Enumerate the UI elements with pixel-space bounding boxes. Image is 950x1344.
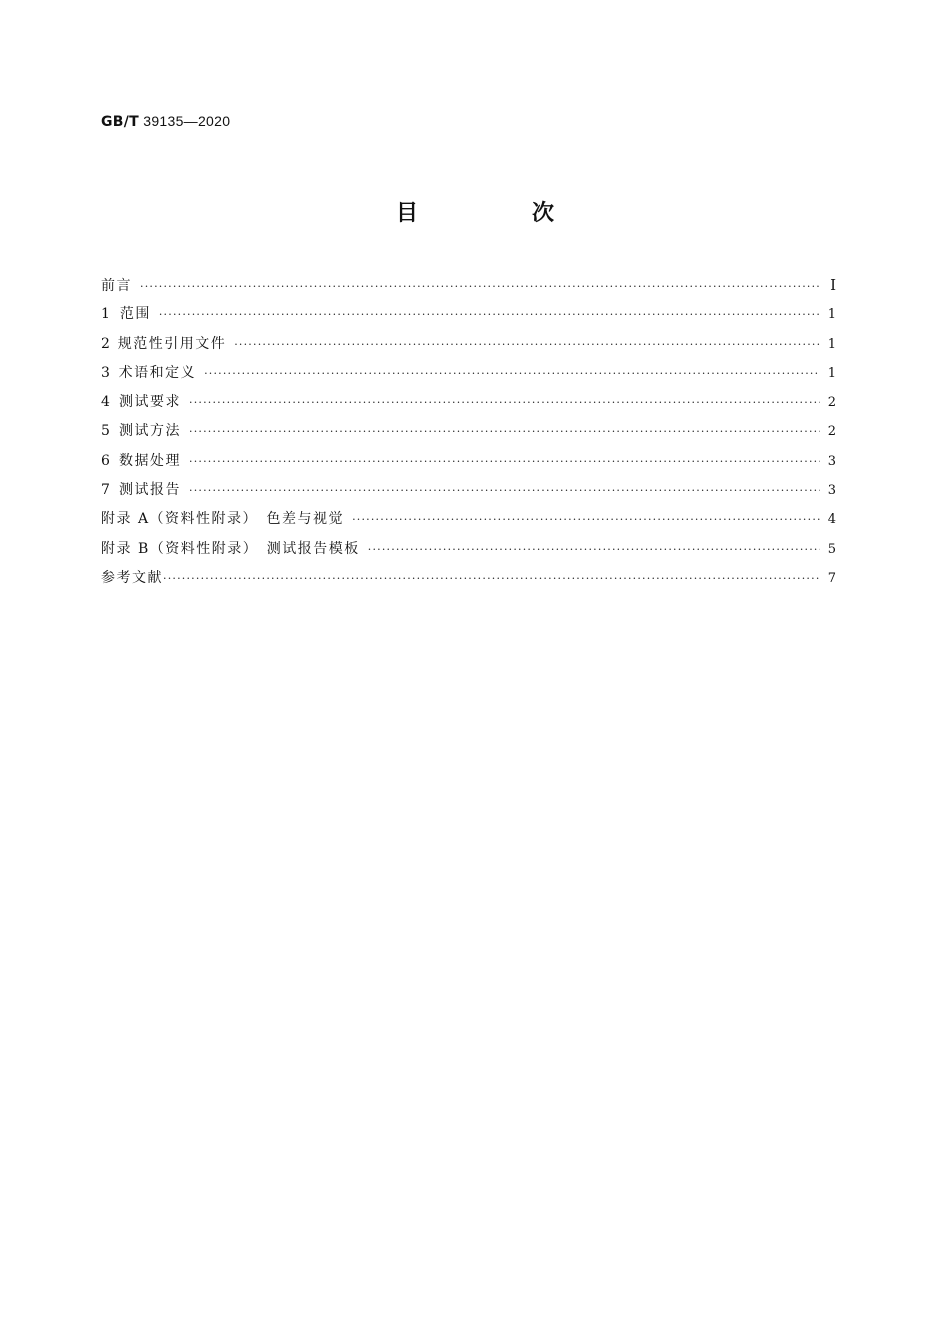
toc-entry-page: 7 xyxy=(827,570,836,586)
toc-entry-foreword[interactable] xyxy=(101,271,836,300)
toc-entry-page: 2 xyxy=(827,424,836,440)
toc-entry-page: 3 xyxy=(827,453,836,469)
toc-entry-page: 5 xyxy=(827,541,836,557)
toc-entry-number: 3 xyxy=(101,364,110,381)
toc-leader-dots xyxy=(163,564,820,593)
toc-leader-dots xyxy=(352,505,820,534)
toc-entry-normative-references[interactable] xyxy=(101,330,836,359)
toc-entry-label: 规范性引用文件 xyxy=(117,335,227,352)
toc-entry-number: 5 xyxy=(101,423,110,440)
toc-entry-data-processing[interactable] xyxy=(101,447,836,476)
toc-entry-number: 6 xyxy=(101,452,110,469)
toc-leader-dots xyxy=(204,359,820,388)
toc-entry-terms-definitions[interactable] xyxy=(101,359,836,388)
toc-entry-scope[interactable] xyxy=(101,300,836,329)
toc-entry-label: 测试报告 xyxy=(119,482,181,499)
toc-leader-dots xyxy=(189,476,820,505)
toc-entry-label: 前言 xyxy=(101,278,132,294)
toc-leader-dots xyxy=(189,417,820,446)
toc-leader-dots xyxy=(189,388,820,417)
toc-entry-number: 7 xyxy=(101,482,110,499)
toc-entry-test-requirements[interactable] xyxy=(101,388,836,417)
page-title: 目 次 xyxy=(395,201,600,226)
toc-entry-label: 数据处理 xyxy=(119,452,181,469)
toc-entry-number: 4 xyxy=(101,394,110,411)
toc-entry-label: 附录 B（资料性附录） 测试报告模板 xyxy=(101,540,360,557)
toc-entry-page: 3 xyxy=(827,483,836,499)
toc-leader-dots xyxy=(234,330,820,359)
toc-entry-bibliography[interactable] xyxy=(101,564,836,593)
toc-leader-dots xyxy=(140,272,820,301)
toc-entry-annex-a[interactable] xyxy=(101,505,836,534)
standard-code-prefix: GB/T xyxy=(101,114,140,130)
toc-entry-page: Ⅰ xyxy=(830,276,836,294)
toc-entry-label: 参考文献 xyxy=(101,569,163,586)
toc-entry-label: 范围 xyxy=(119,306,151,323)
table-of-contents xyxy=(101,271,836,593)
toc-entry-page: 2 xyxy=(827,395,836,411)
standard-code-number: 39135—2020 xyxy=(143,113,231,129)
toc-entry-number: 2 xyxy=(101,335,110,352)
toc-entry-label: 测试要求 xyxy=(119,394,181,411)
toc-entry-page: 1 xyxy=(827,336,836,352)
toc-leader-dots xyxy=(189,447,820,476)
toc-entry-label: 测试方法 xyxy=(119,423,181,440)
toc-entry-number: 1 xyxy=(101,306,110,323)
toc-leader-dots xyxy=(159,300,820,329)
toc-leader-dots xyxy=(368,535,820,564)
toc-entry-label: 术语和定义 xyxy=(118,364,197,381)
toc-entry-page: 4 xyxy=(827,512,836,528)
toc-entry-label: 附录 A（资料性附录） 色差与视觉 xyxy=(101,511,345,528)
toc-entry-page: 1 xyxy=(827,365,836,381)
toc-entry-annex-b[interactable] xyxy=(101,535,836,564)
toc-entry-test-methods[interactable] xyxy=(101,417,836,446)
toc-entry-test-report[interactable] xyxy=(101,476,836,505)
standard-code xyxy=(101,113,230,130)
toc-entry-page: 1 xyxy=(827,307,836,323)
